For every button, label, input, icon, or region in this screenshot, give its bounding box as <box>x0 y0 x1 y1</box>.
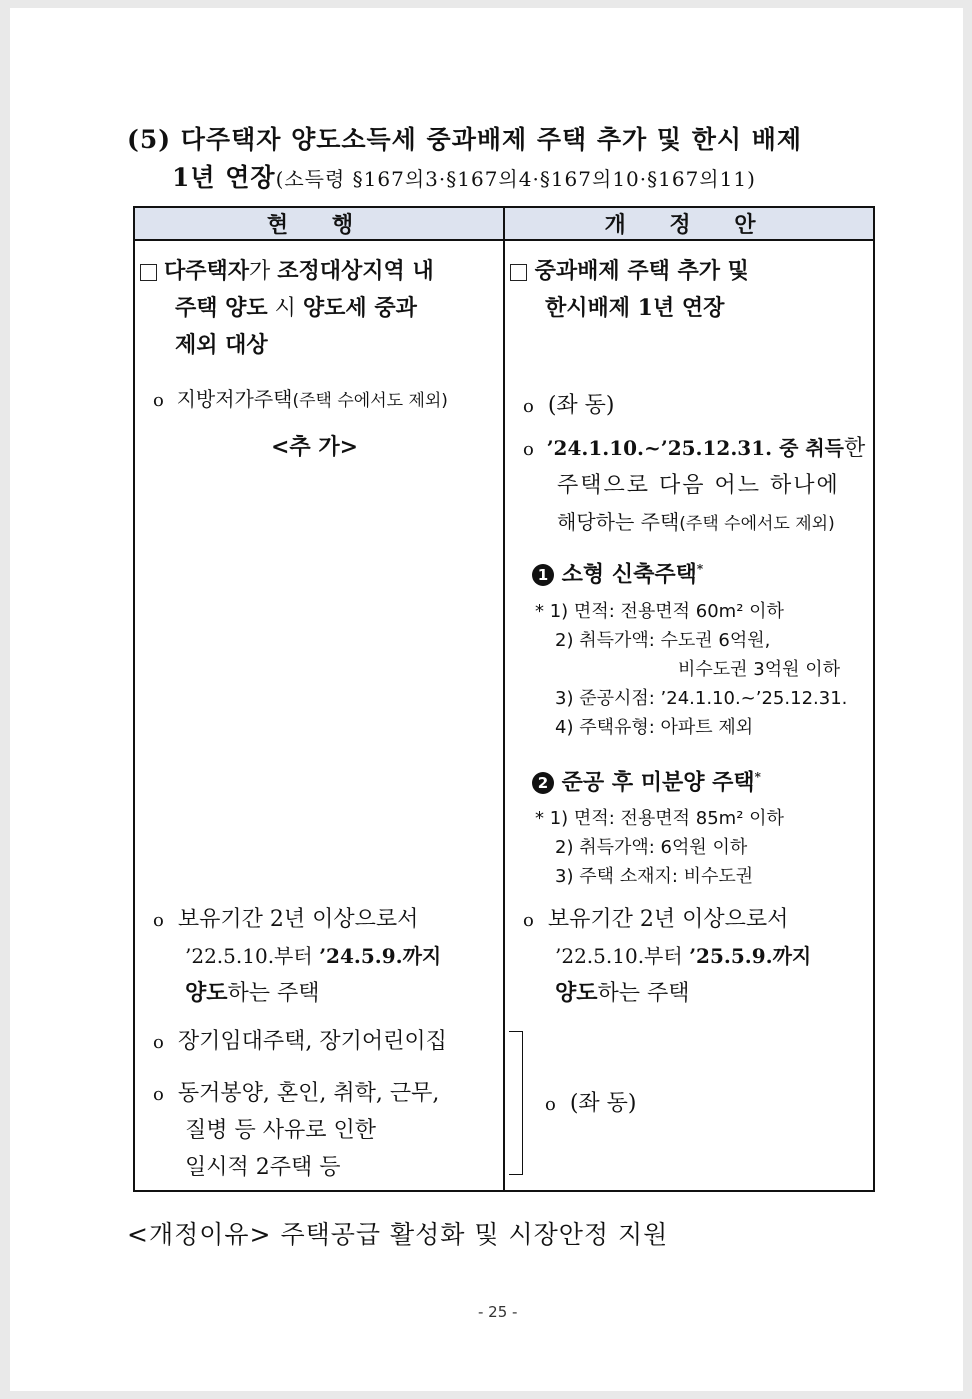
current-item2-bold: 양도 <box>185 980 228 1006</box>
number-badge-1-icon: 1 <box>532 564 554 586</box>
sub2-title: 준공 후 미분양 주택 <box>561 769 755 796</box>
proposed-box-line1: 중과배제 주택 추가 및 <box>534 258 749 284</box>
proposed-box-line2: 한시배제 1년 연장 <box>545 295 725 321</box>
proposed-column <box>504 240 874 1191</box>
document-page <box>10 8 963 1391</box>
checkbox-icon <box>510 264 527 281</box>
bullet-circle-icon: o <box>523 910 534 931</box>
current-box-bold-b: 조정대상지역 내 <box>277 258 434 284</box>
current-column <box>134 240 504 1191</box>
bullet-circle-icon: o <box>523 396 534 417</box>
proposed-item3-normal: 하는 주택 <box>597 981 690 1006</box>
current-box-heading <box>140 253 434 290</box>
proposed-item3-date-a: ’22.5.10.부터 <box>555 944 690 968</box>
proposed-item-2 <box>523 430 865 468</box>
current-item-1 <box>153 381 448 420</box>
bullet-circle-icon: o <box>523 439 534 460</box>
sub1-note-2b: 비수도권 3억원 이하 <box>678 659 840 680</box>
citation: (소득령 §167의3·§167의4·§167의10·§167의11) <box>275 167 756 191</box>
proposed-item-3 <box>523 901 788 939</box>
amendment-reason: <개정이유> 주택공급 활성화 및 시장안정 지원 <box>127 1220 669 1249</box>
current-item2-line3 <box>185 975 320 1012</box>
current-box2-normal: 시 <box>267 296 303 321</box>
proposed-item2-line3 <box>557 504 835 543</box>
checkbox-icon <box>140 264 157 281</box>
proposed-item4-text: (좌 동) <box>569 1091 637 1116</box>
current-item4-line2: 질병 등 사유로 인한 <box>185 1118 376 1143</box>
sub1-note-4: 4) 주택유형: 아파트 제외 <box>555 717 754 738</box>
proposed-item-4 <box>545 1085 637 1123</box>
sub1-note-2: 2) 취득가액: 수도권 6억원, <box>555 630 771 651</box>
sub1-mark: * <box>696 562 704 576</box>
proposed-item-1 <box>523 387 615 425</box>
header-current: 현 행 <box>134 207 504 240</box>
comparison-table <box>133 206 875 1192</box>
proposed-item3-line2 <box>555 938 811 975</box>
sub2-mark: * <box>754 770 761 784</box>
sub2-note-3: 3) 주택 소재지: 비수도권 <box>555 866 754 887</box>
section-title <box>127 120 802 156</box>
current-item2-line1: 보유기간 2년 이상으로서 <box>177 907 419 932</box>
current-item-3 <box>153 1023 447 1061</box>
current-item-2 <box>153 901 418 939</box>
title-bold-part: 1년 연장 <box>172 163 276 192</box>
proposed-item3-line3 <box>555 975 690 1012</box>
bullet-circle-icon: o <box>545 1094 556 1115</box>
current-item2-normal: 하는 주택 <box>227 981 320 1006</box>
bullet-circle-icon: o <box>153 390 164 411</box>
current-box-line3: 제외 대상 <box>175 332 268 358</box>
current-box2-bold-a: 주택 양도 <box>175 295 268 321</box>
sub1-note-1: * 1) 면적: 전용면적 60m² 이하 <box>535 601 784 622</box>
section-number: (5) <box>127 125 172 154</box>
number-badge-2-icon: 2 <box>532 772 554 794</box>
proposed-item1-text: (좌 동) <box>547 393 615 418</box>
bullet-circle-icon: o <box>153 910 164 931</box>
proposed-item2-bold: ’24.1.10.~’25.12.31. 중 취득 <box>546 436 844 460</box>
bullet-circle-icon: o <box>153 1084 164 1105</box>
current-item1-paren: (주택 수에서도 제외) <box>292 391 448 411</box>
sub2-note-1: * 1) 면적: 전용면적 85m² 이하 <box>535 808 784 829</box>
section-title-line1: 다주택자 양도소득세 중과배제 주택 추가 및 한시 배제 <box>180 125 803 154</box>
current-item3-text: 장기임대주택, 장기어린이집 <box>177 1029 447 1054</box>
current-item2-line2 <box>185 938 441 975</box>
proposed-item2-paren: (주택 수에서도 제외) <box>679 514 835 534</box>
current-box-bold-a: 다주택자 <box>164 258 250 284</box>
proposed-item2-normal: 한 <box>844 436 866 461</box>
proposed-item3-date-b: ’25.5.9.까지 <box>689 944 812 968</box>
current-box2-bold-b: 양도세 중과 <box>302 295 417 321</box>
sub2-note1-text: 1) 면적: 전용면적 85m² 이하 <box>549 808 784 829</box>
current-item4-line1: 동거봉양, 혼인, 취학, 근무, <box>177 1081 440 1106</box>
sub1-note-3: 3) 준공시점: ’24.1.10.~’25.12.31. <box>555 688 848 709</box>
page-number: - 25 - <box>478 1303 518 1321</box>
current-item4-line3: 일시적 2주택 등 <box>185 1155 341 1180</box>
sub1-note1-text: 1) 면적: 전용면적 60m² 이하 <box>549 601 784 622</box>
current-item-4 <box>153 1075 439 1113</box>
section-title-line2 <box>172 158 756 194</box>
sub2-note-2: 2) 취득가액: 6억원 이하 <box>555 837 748 858</box>
current-box-normal: 가 <box>249 259 271 284</box>
header-proposed: 개 정 안 <box>504 207 874 240</box>
proposed-item3-bold: 양도 <box>555 980 598 1006</box>
sub1-title: 소형 신축주택 <box>561 561 697 588</box>
current-item2-date-b: ’24.5.9.까지 <box>319 944 442 968</box>
proposed-item2-line2: 주택으로 다음 어느 하나에 <box>557 473 840 498</box>
current-item1-main: 지방저가주택 <box>176 387 293 411</box>
sub2-heading <box>532 759 761 801</box>
proposed-item3-line1: 보유기간 2년 이상으로서 <box>547 907 789 932</box>
proposed-box-heading <box>510 253 749 290</box>
sub1-heading <box>532 551 703 593</box>
current-box-line2 <box>175 290 417 327</box>
current-item2-date-a: ’22.5.10.부터 <box>185 944 320 968</box>
addition-label: <추 가> <box>271 434 359 460</box>
proposed-item2-main: 해당하는 주택 <box>557 510 680 534</box>
bullet-circle-icon: o <box>153 1032 164 1053</box>
